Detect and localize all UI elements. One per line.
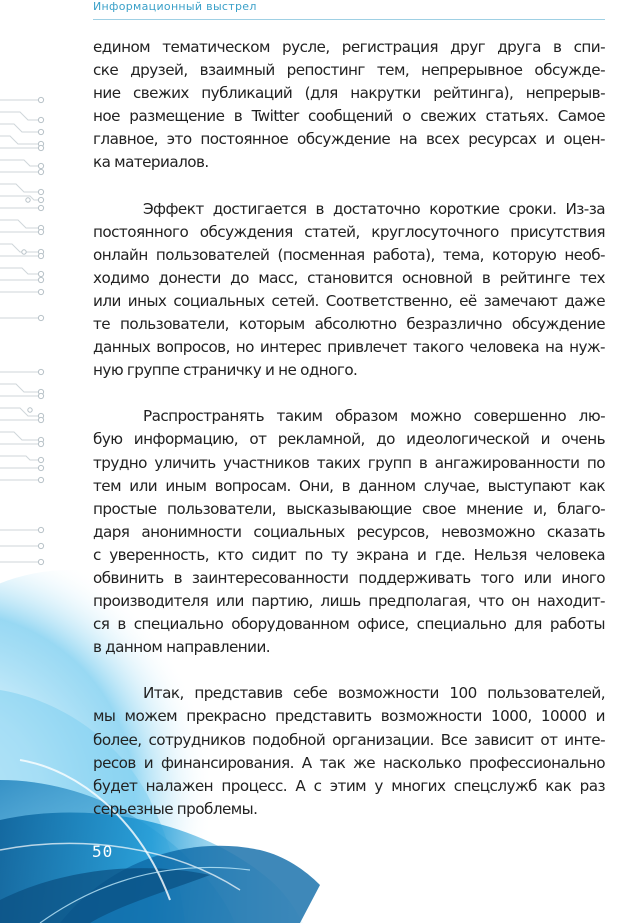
text-line: обвинить в заинтересованности поддерживать того или иного <box>93 568 605 587</box>
paragraph-3 <box>93 405 605 659</box>
text-line: ходимо донести до масс, становится основной в рейтинге тех <box>93 268 605 287</box>
text-line: данных вопросов, но интерес привлечет такого человека на нуж- <box>93 338 605 357</box>
text-line: Итак, представив себе возможности 100 пользователей, <box>143 684 605 703</box>
text-line: ние свежих публикаций (для накрутки рейтинга), непрерыв- <box>93 84 605 103</box>
text-line: тем или иным вопросам. Они, в данном случае, выступают как <box>93 476 605 495</box>
text-line: ную группе страничку и не одного. <box>93 361 358 380</box>
header-rule <box>93 19 605 20</box>
text-line: ка материалов. <box>93 153 209 172</box>
text-line: серьезные проблемы. <box>93 799 258 818</box>
text-line: главное, это постоянное обсуждение на всех ресурсах и оцен- <box>93 130 605 149</box>
body-text <box>93 36 605 821</box>
text-line: ске друзей, взаимный репостинг тем, непрерывное обсужде- <box>93 61 605 80</box>
text-line: или иных социальных сетей. Соответственно, её замечают даже <box>93 291 605 310</box>
page-number: 50 <box>92 842 114 861</box>
text-line: производителя или партию, лишь предполагая, что он находит- <box>93 592 605 611</box>
text-line: бую информацию, от рекламной, до идеологической и очень <box>93 430 605 449</box>
text-line: Распространять таким образом можно совершенно лю- <box>143 407 605 426</box>
text-line: онлайн пользователей (посменная работа), тема, которую необ- <box>93 245 605 264</box>
text-line: Эффект достигается в достаточно короткие сроки. Из-за <box>143 199 605 218</box>
text-line: трудно уличить участников таких групп в ангажированности по <box>93 453 605 472</box>
text-line: ное размещение в Twitter сообщений о свежих статьях. Самое <box>93 107 605 126</box>
text-line: с уверенность, кто сидит по ту экрана и где. Нельзя человека <box>93 545 605 564</box>
paragraph-4 <box>93 682 605 821</box>
text-line: те пользователи, которым абсолютно безразлично обсуждение <box>93 315 605 334</box>
text-line: ся в специально оборудованном офисе, специально для работы <box>93 615 605 634</box>
text-line: ресов и финансирования. А так же насколько профессионально <box>93 753 605 772</box>
running-header: Информационный выстрел <box>93 0 257 13</box>
paragraph-2 <box>93 198 605 383</box>
text-line: будет налажен процесс. А с этим у многих спецслужб как раз <box>93 776 605 795</box>
text-line: едином тематическом русле, регистрация друг друга в спи- <box>93 38 605 56</box>
text-line: постоянного обсуждения статей, круглосуточного присутствия <box>93 222 605 241</box>
text-line: в данном направлении. <box>93 638 271 657</box>
text-line: мы можем прекрасно представить возможности 1000, 10000 и <box>93 707 605 726</box>
paragraph-1 <box>93 36 605 175</box>
text-line: более, сотрудников подобной организации. Все зависит от инте- <box>93 730 605 749</box>
text-line: даря анонимности социальных ресурсов, невозможно сказать <box>93 522 605 541</box>
text-line: простые пользователи, высказывающие свое мнение и, благо- <box>93 499 605 518</box>
